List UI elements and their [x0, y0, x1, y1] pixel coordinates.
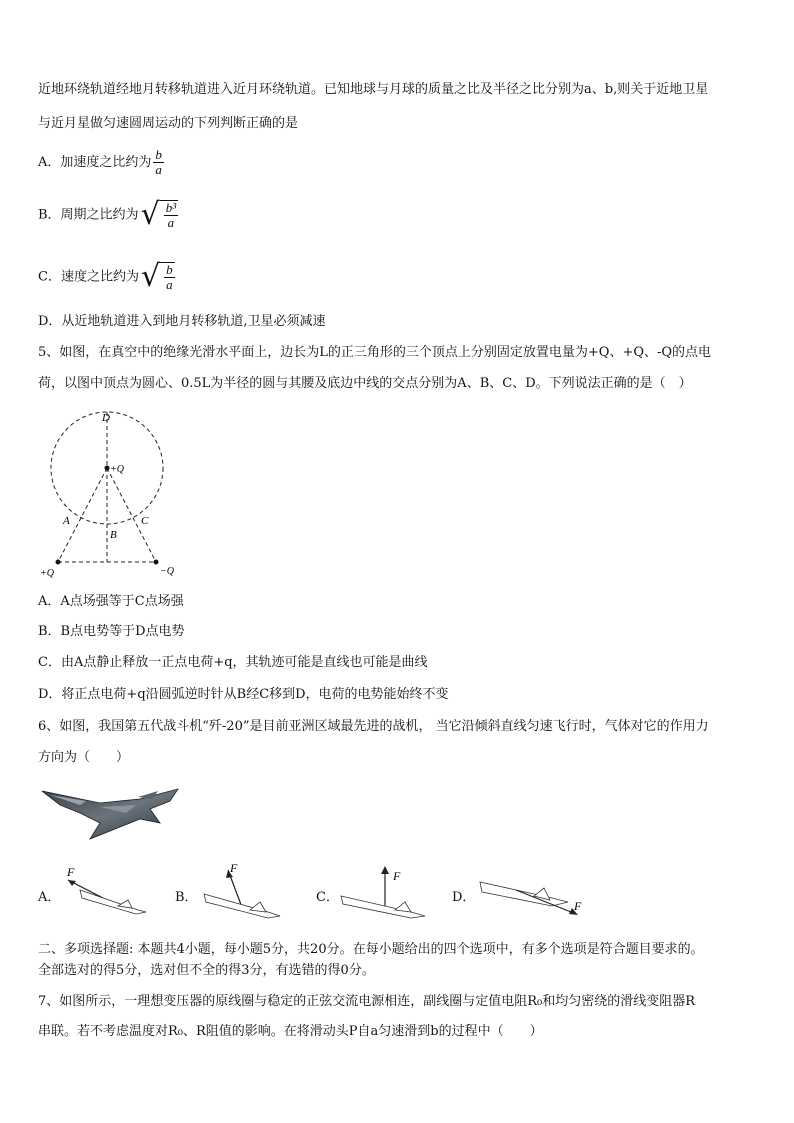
force-label-d: F — [574, 899, 582, 913]
option-c-label: C．速度之比约为 — [38, 269, 139, 285]
triangle-charge-figure — [36, 410, 186, 580]
q6-option-b-label: B． — [175, 890, 198, 905]
fighter-jet-image — [40, 783, 182, 843]
q4-option-d: D．从近地轨道进入到地月转移轨道,卫星必须减速 — [38, 314, 326, 329]
q5-option-b: B．B点电势等于D点电势 — [38, 624, 185, 639]
q5-stem-line1: 5、如图，在真空中的绝缘光滑水平面上，边长为L的正三角形的三个顶点上分别固定放置电量为+Q、+Q、-Q的点电 — [38, 345, 712, 360]
q4-option-b — [38, 197, 178, 232]
option-b-label: B．周期之比约为 — [38, 207, 139, 223]
label-a: A — [63, 515, 70, 527]
section2-line2: 全部选对的得5分，选对但不全的得3分，有选错的得0分。 — [38, 963, 375, 978]
q5-option-c: C．由A点静止释放一正点电荷+q，其轨迹可能是直线也可能是曲线 — [38, 655, 428, 670]
label-d: D — [102, 412, 110, 424]
q6-option-a-label: A． — [38, 890, 61, 905]
q5-stem-line2: 荷，以图中顶点为圆心、0.5L为半径的圆与其腰及底边中线的交点分别为A、B、C、D。下列说法正确的是（ ） — [38, 376, 692, 391]
right-side — [107, 468, 156, 562]
sqrt-b3-over-a: √ $\frac{\text{b³}}{a}$ — [140, 197, 177, 232]
left-charge-dot — [56, 560, 61, 565]
option-b-force-diagram — [198, 860, 288, 922]
label-b: B — [110, 529, 117, 541]
q6-stem-line2: 方向为（ ） — [38, 750, 130, 765]
q6-option-d-label: D． — [452, 890, 476, 905]
q4-stem-line1: 近地环绕轨道经地月转移轨道进入近月环绕轨道。已知地球与月球的质量之比及半径之比分别为a、b,则关于近地卫星 — [38, 82, 709, 97]
label-top-q: +Q — [110, 464, 124, 475]
q7-stem-line1: 7、如图所示，一理想变压器的原线圈与稳定的正弦交流电源相连，副线圈与定值电阻R₀和均匀密绕的滑线变阻器R — [38, 994, 696, 1009]
top-charge-dot — [105, 466, 110, 471]
label-left-q: +Q — [40, 568, 54, 579]
q6-stem-line1: 6、如图，我国第五代战斗机“歼-20”是目前亚洲区域最先进的战机， 当它沿倾斜直线匀速飞行时，气体对它的作用力 — [38, 719, 709, 734]
option-c-force-diagram — [335, 860, 435, 922]
right-charge-dot — [154, 560, 159, 565]
q7-stem-line2: 串联。若不考虑温度对R₀、R阻值的影响。在将滑动头P自a匀速滑到b的过程中（ ） — [38, 1024, 543, 1039]
label-c: C — [141, 515, 149, 527]
q4-option-c — [38, 259, 175, 294]
q4-stem-line2: 与近月星做匀速圆周运动的下列判断正确的是 — [38, 116, 299, 131]
force-label-c: F — [393, 869, 401, 883]
section2-line1: 二、多项选择题: 本题共4小题，每小题5分，共20分。在每小题给出的四个选项中，有多个选项是符合题目要求的。 — [38, 942, 704, 957]
option-a-label: A．加速度之比约为 — [38, 155, 152, 170]
force-label-a: F — [67, 865, 75, 879]
q4-option-a — [38, 148, 164, 177]
sqrt-b-over-a: √ $\frac{b}{a}$ — [140, 259, 173, 294]
label-right-q: −Q — [160, 566, 174, 577]
option-d-force-diagram — [476, 866, 588, 922]
force-label-b: F — [230, 861, 238, 875]
q5-option-a: A．A点场强等于C点场强 — [38, 594, 184, 609]
fraction-b-over-a: $\frac{b}{a}$ — [155, 147, 162, 177]
q6-option-c-label: C． — [316, 890, 339, 905]
q5-option-d: D．将正点电荷+q沿圆弧逆时针从B经C移到D，电荷的电势能始终不变 — [38, 687, 449, 702]
option-a-force-diagram — [58, 862, 148, 920]
